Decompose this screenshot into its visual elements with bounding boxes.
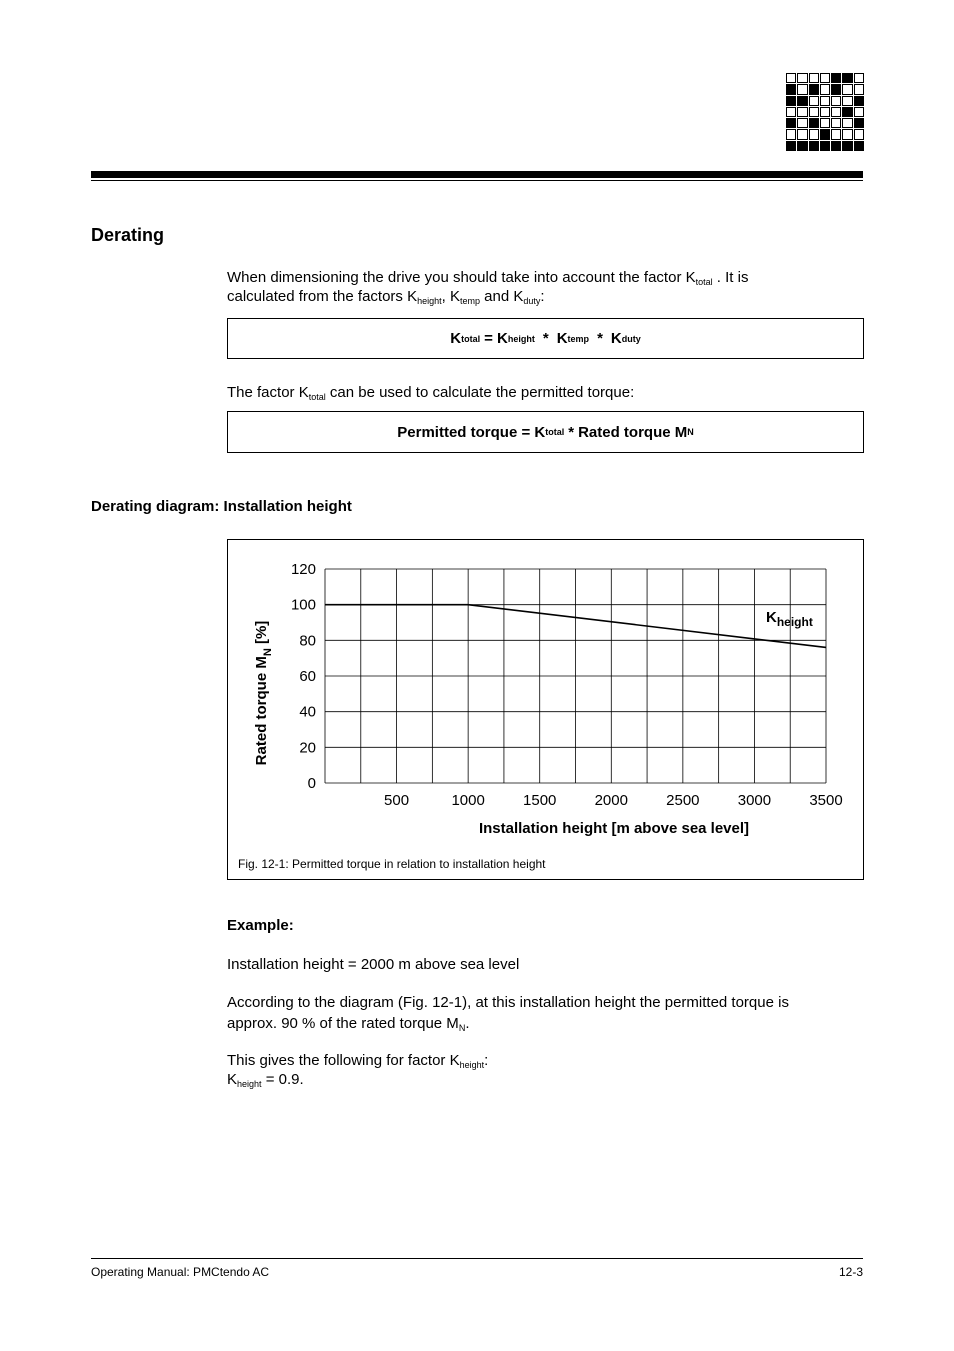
logo-square xyxy=(854,141,864,151)
logo-square xyxy=(786,84,796,94)
logo-square xyxy=(831,141,841,151)
x-axis-label: Installation height [m above sea level] xyxy=(478,820,750,837)
intro-paragraph xyxy=(227,268,867,306)
x-tick-label: 3000 xyxy=(737,792,772,809)
x-tick-label: 3500 xyxy=(809,792,843,809)
section-title: Derating xyxy=(91,225,165,245)
formula-permitted-torque: Permitted torque = K total * Rated torque M N xyxy=(227,411,864,453)
logo-square xyxy=(820,141,830,151)
logo-square xyxy=(831,96,841,106)
diagram-heading: Derating diagram: Installation height xyxy=(91,498,352,515)
logo-square xyxy=(854,118,864,128)
example-heading: Example: xyxy=(227,917,294,934)
logo-square xyxy=(809,84,819,94)
logo-square xyxy=(820,96,830,106)
figure-caption: Fig. 12-1: Permitted torque in relation to installation height xyxy=(238,857,546,871)
logo-square xyxy=(797,107,807,117)
x-tick-label: 2000 xyxy=(594,792,628,809)
derating-chart xyxy=(228,540,863,879)
x-tick-label: 2500 xyxy=(666,792,700,809)
intro-line-2: calculated from the factors $K_{height}$, $K_{temp}$ and $K_{duty}$: xyxy=(227,288,545,306)
logo-square xyxy=(831,118,841,128)
logo-square xyxy=(809,141,819,151)
factor-sentence: The factor $K_{total}$ can be used to calculate the permitted torque: xyxy=(227,384,635,402)
logo-square xyxy=(831,129,841,139)
logo-square xyxy=(842,96,852,106)
logo-square xyxy=(854,96,864,106)
y-tick-label: 40 xyxy=(299,703,316,721)
footer-title: Operating Manual: PMCtendo AC xyxy=(91,1265,270,1279)
logo-square xyxy=(809,129,819,139)
header-rule-thin xyxy=(91,180,863,181)
logo-square xyxy=(797,118,807,128)
logo-square xyxy=(820,107,830,117)
y-tick-label: 20 xyxy=(299,739,316,757)
logo-square xyxy=(831,107,841,117)
page-number: 12-3 xyxy=(838,1265,863,1279)
logo-square xyxy=(854,84,864,94)
chart-grid xyxy=(325,569,826,783)
logo-square xyxy=(854,73,864,83)
y-axis-label: Rated torque $M_N$ [%] xyxy=(253,620,274,766)
y-tick-label: 80 xyxy=(299,632,316,650)
logo-square xyxy=(809,96,819,106)
footer-rule xyxy=(91,1258,863,1259)
figure-box xyxy=(227,539,864,880)
logo-square xyxy=(842,129,852,139)
logo-square xyxy=(842,107,852,117)
formula-total-factor: K total = K height * K temp * K duty xyxy=(227,318,864,359)
logo-square xyxy=(831,84,841,94)
chart-ticks xyxy=(291,561,843,809)
logo-square xyxy=(797,84,807,94)
logo-square xyxy=(786,129,796,139)
y-tick-label: 60 xyxy=(299,668,316,685)
logo-square xyxy=(786,73,796,83)
logo-square xyxy=(809,118,819,128)
logo-square xyxy=(831,73,841,83)
logo-square xyxy=(854,107,864,117)
logo-square xyxy=(820,129,830,139)
logo-square xyxy=(786,118,796,128)
logo-square xyxy=(842,141,852,151)
logo-square xyxy=(820,118,830,128)
logo-square xyxy=(820,73,830,83)
logo-square xyxy=(854,129,864,139)
x-tick-label: 500 xyxy=(384,792,410,809)
example-paragraph-3: This gives the following for factor $K_{height}$: $K_{height} = 0.9$. xyxy=(227,1052,489,1089)
logo-square xyxy=(786,141,796,151)
logo-square xyxy=(797,141,807,151)
y-tick-label: 100 xyxy=(290,596,316,614)
logo-square xyxy=(842,118,852,128)
logo-square xyxy=(797,129,807,139)
logo-square xyxy=(820,84,830,94)
example-line-1: Installation height = 2000 m above sea level xyxy=(227,956,520,973)
logo-square xyxy=(809,107,819,117)
x-tick-label: 1000 xyxy=(451,792,485,809)
logo-square xyxy=(786,107,796,117)
company-logo xyxy=(786,73,864,151)
logo-square xyxy=(797,96,807,106)
y-tick-label: 0 xyxy=(307,775,316,792)
logo-square xyxy=(797,73,807,83)
curve-label: $K_{height}$ xyxy=(766,609,813,629)
logo-square xyxy=(842,84,852,94)
header-rule-thick xyxy=(91,171,863,178)
logo-square xyxy=(786,96,796,106)
intro-line-1: When dimensioning the drive you should take into account the factor $K_{total}$ . It is xyxy=(227,269,749,287)
logo-square xyxy=(809,73,819,83)
y-tick-label: 120 xyxy=(290,561,316,578)
x-tick-label: 1500 xyxy=(523,792,557,809)
example-paragraph-2: According to the diagram (Fig. 12-1), at this installation height the permitted torque is approx. 90 % of the rated torque $M_N$. xyxy=(227,994,789,1033)
logo-square xyxy=(842,73,852,83)
